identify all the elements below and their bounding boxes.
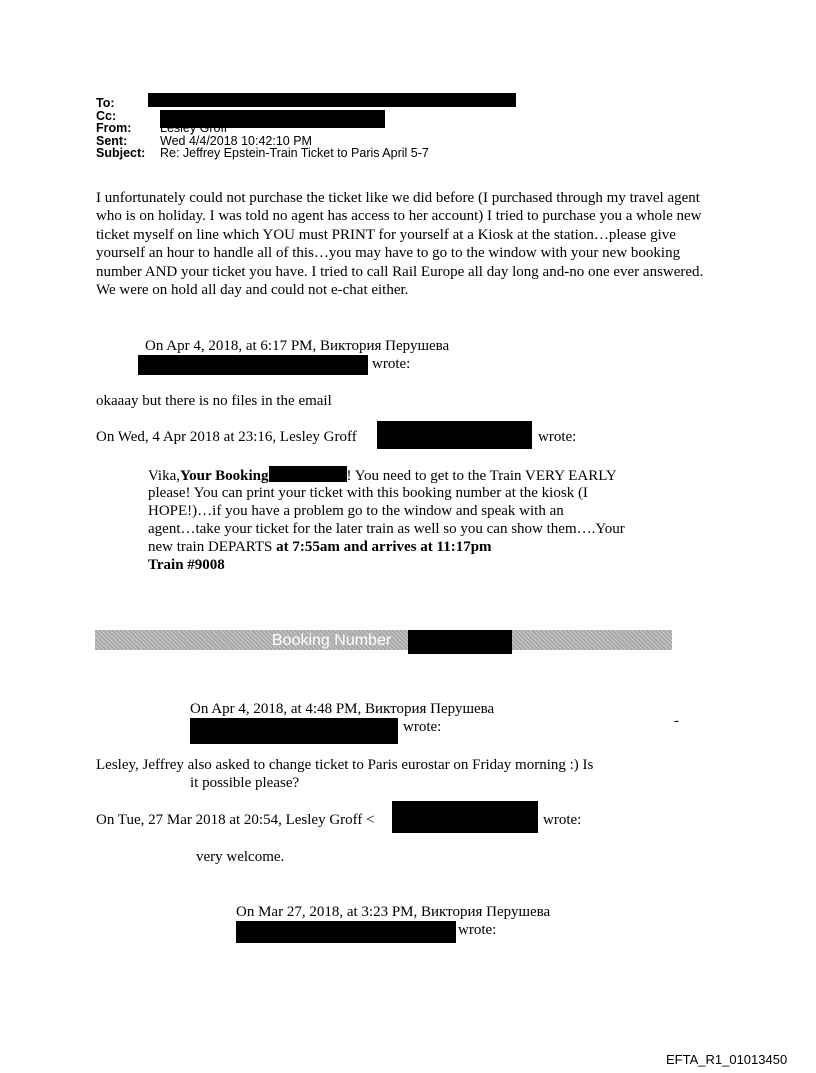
to-label: To: bbox=[96, 96, 115, 110]
quote4-intro: On Tue, 27 Mar 2018 at 20:54, Lesley Groff < bbox=[96, 812, 375, 828]
quote2-wrote: wrote: bbox=[538, 429, 577, 445]
quote2-redaction bbox=[377, 421, 532, 449]
footer-document-id: EFTA_R1_01013450 bbox=[666, 1052, 788, 1067]
booking-after-redaction: ! You need to get to the Train VERY EARLY bbox=[346, 468, 617, 484]
quote5-redaction bbox=[236, 921, 456, 943]
stray-mark: - bbox=[674, 713, 679, 729]
body-paragraph: I unfortunately could not purchase the ticket like we did before (I purchased through my travel agent who is on holiday. I was told no agent has access to her account) I tried to purchase you a whole new ticket myself on line which YOU must PRINT for yourself at a Kiosk at the station…please give yourself an hour to handle all of this…you may have to go to the window with your new booking number AND your ticket you have. I tried to call Rail Europe all day long and-no one ever answered. We were on hold all day and could not e-chat either. bbox=[96, 190, 704, 299]
cc-label: Cc: bbox=[96, 109, 117, 123]
train-number: Train #9008 bbox=[148, 557, 225, 573]
booking-greeting: Vika, bbox=[148, 468, 181, 484]
reply1-text: okaaay but there is no files in the email bbox=[96, 393, 332, 409]
booking-bold-label: Your Booking bbox=[180, 468, 269, 484]
to-redaction bbox=[148, 93, 516, 107]
quote4-wrote: wrote: bbox=[543, 812, 582, 828]
quote5-wrote: wrote: bbox=[458, 922, 497, 938]
from-value: Lesley Groff bbox=[160, 121, 228, 135]
quote5-intro: On Mar 27, 2018, at 3:23 PM, Виктория Перушева bbox=[236, 904, 551, 920]
booking-number-redaction bbox=[408, 630, 512, 654]
quote1-redaction bbox=[138, 355, 368, 375]
sent-value: Wed 4/4/2018 10:42:10 PM bbox=[160, 134, 312, 148]
from-label: From: bbox=[96, 121, 132, 135]
subject-label: Subject: bbox=[96, 146, 146, 160]
reply3-text: very welcome. bbox=[196, 849, 285, 865]
booking-line5-start: new train DEPARTS bbox=[148, 539, 277, 555]
quote3-intro: On Apr 4, 2018, at 4:48 PM, Виктория Перушева bbox=[190, 701, 495, 717]
booking-number-label: Booking Number bbox=[272, 632, 392, 649]
booking-line2: please! You can print your ticket with this booking number at the kiosk (I bbox=[148, 485, 588, 501]
reply2-line2: it possible please? bbox=[190, 775, 300, 791]
quote3-wrote: wrote: bbox=[403, 719, 442, 735]
quote4-redaction bbox=[392, 801, 538, 833]
booking-redaction bbox=[269, 466, 347, 482]
booking-line4: agent…take your ticket for the later train as well so you can show them….Your bbox=[148, 521, 625, 537]
reply2-line1: Lesley, Jeffrey also asked to change ticket to Paris eurostar on Friday morning :) Is bbox=[96, 757, 594, 773]
booking-line3: HOPE!)…if you have a problem go to the window and speak with an bbox=[148, 503, 564, 519]
quote1-intro: On Apr 4, 2018, at 6:17 PM, Виктория Перушева bbox=[145, 338, 450, 354]
quote2-intro: On Wed, 4 Apr 2018 at 23:16, Lesley Groff bbox=[96, 429, 357, 445]
booking-line5 bbox=[148, 538, 492, 556]
quote3-redaction bbox=[190, 718, 398, 744]
subject-value: Re: Jeffrey Epstein-Train Ticket to Paris April 5-7 bbox=[160, 146, 429, 160]
quote1-wrote: wrote: bbox=[372, 356, 411, 372]
booking-line5-bold: at 7:55am and arrives at 11:17pm bbox=[276, 539, 492, 555]
sent-label: Sent: bbox=[96, 134, 128, 148]
booking-line1 bbox=[148, 466, 617, 485]
